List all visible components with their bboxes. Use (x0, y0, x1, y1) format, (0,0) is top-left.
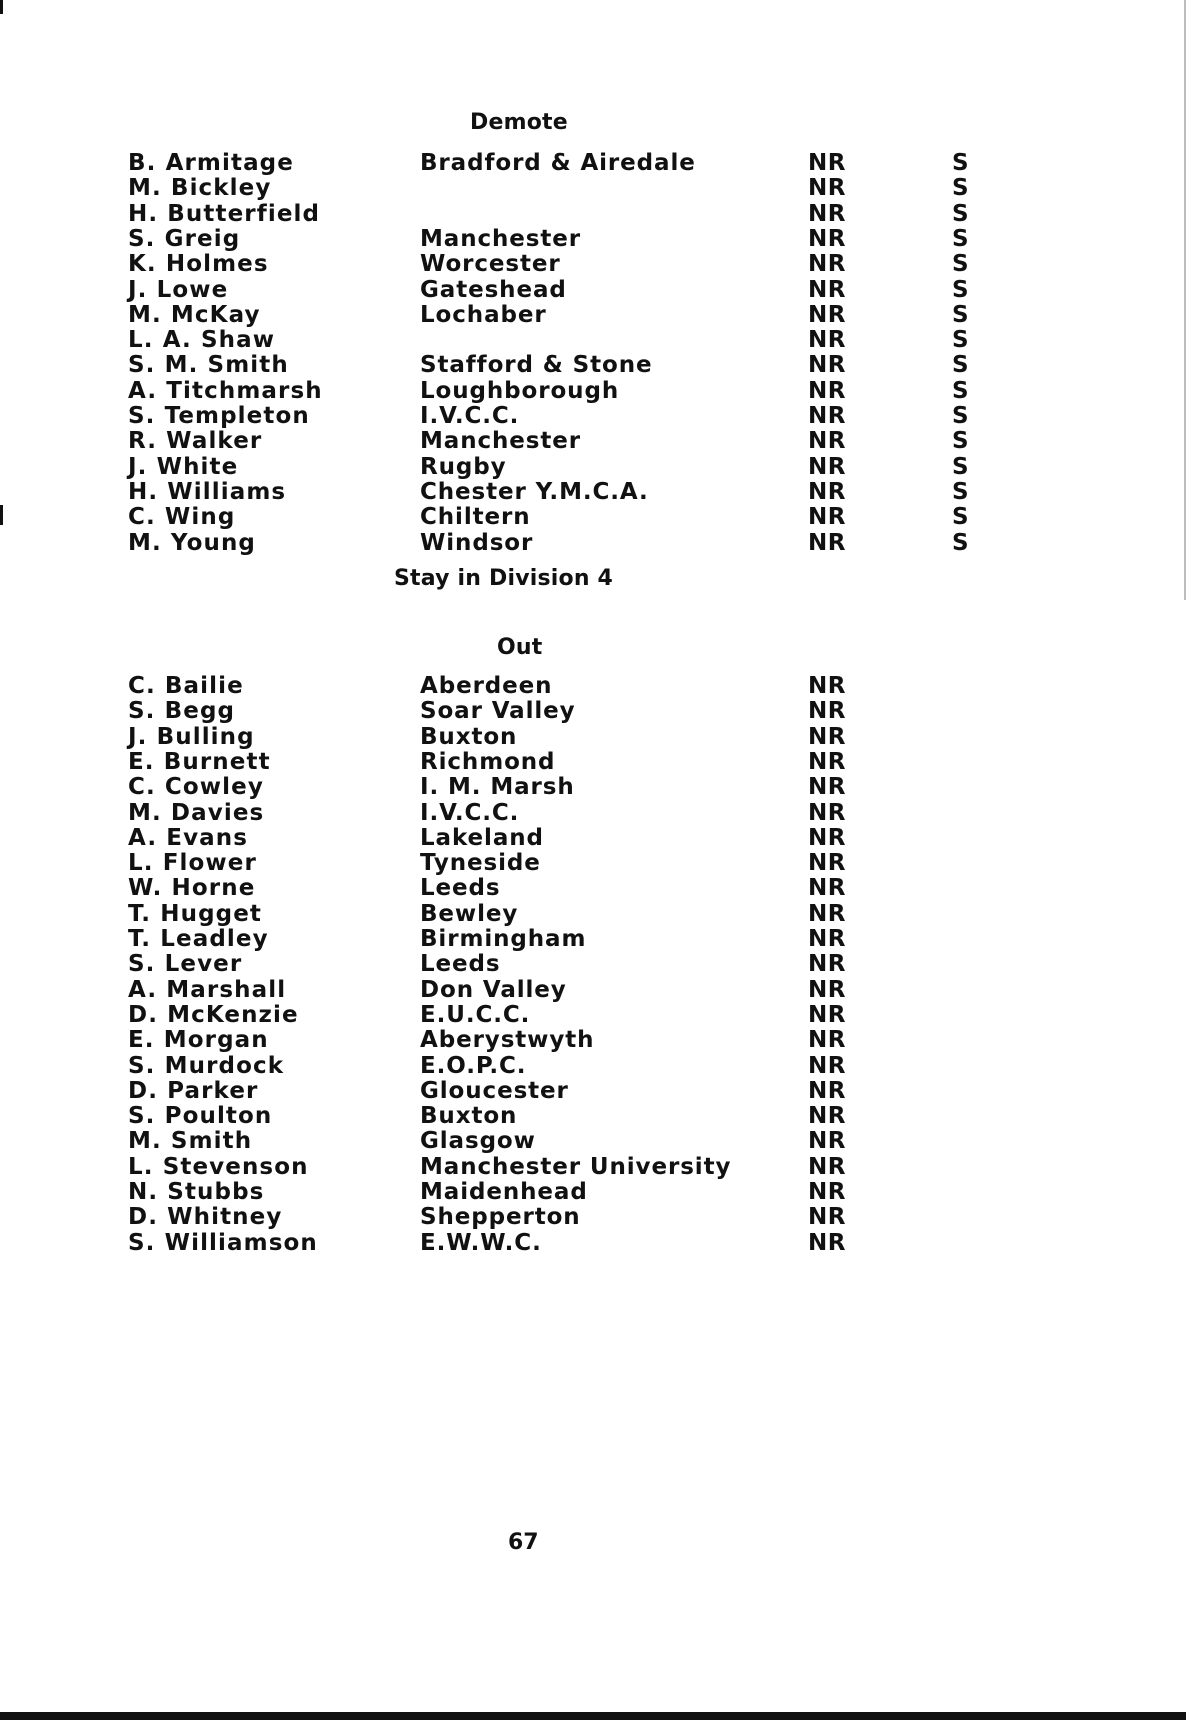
table-row (0, 480, 1186, 505)
table-row (0, 1231, 1186, 1256)
s-mark: S (952, 478, 969, 505)
nr-mark: NR (808, 150, 846, 176)
club-name: Buxton (420, 1103, 518, 1130)
nr-mark: NR (808, 900, 846, 927)
s-mark: S (952, 377, 969, 404)
nr-mark: NR (808, 251, 846, 278)
club-name: Leeds (420, 875, 501, 902)
club-name: Buxton (420, 723, 518, 750)
table-row (0, 227, 1186, 252)
player-name: J. White (128, 453, 239, 480)
player-name: L. Flower (128, 850, 257, 877)
club-name: Chiltern (420, 504, 531, 531)
nr-mark: NR (808, 377, 846, 404)
s-mark: S (952, 301, 969, 328)
table-row (0, 674, 1186, 699)
player-name: L. A. Shaw (128, 327, 276, 354)
table-row (0, 303, 1186, 328)
nr-mark: NR (808, 748, 846, 775)
table-row (0, 725, 1186, 750)
club-name: Soar Valley (420, 698, 576, 725)
player-name: M. Bickley (128, 175, 272, 202)
player-name: A. Titchmarsh (128, 377, 323, 404)
table-row (0, 699, 1186, 724)
out-heading: Out (497, 635, 543, 660)
nr-mark: NR (808, 926, 846, 952)
club-name: Loughborough (420, 377, 620, 404)
player-name: S. M. Smith (128, 352, 289, 379)
player-name: D. Parker (128, 1077, 259, 1104)
club-name: Bradford & Airedale (420, 150, 696, 176)
table-row (0, 429, 1186, 454)
club-name: Lochaber (420, 301, 547, 328)
s-mark: S (952, 352, 969, 379)
player-name: T. Hugget (128, 900, 262, 927)
club-name: Leeds (420, 951, 501, 978)
table-row (0, 1205, 1186, 1230)
nr-mark: NR (808, 175, 846, 202)
player-name: L. Stevenson (128, 1153, 309, 1180)
club-name: Aberystwyth (420, 1027, 595, 1054)
s-mark: S (952, 175, 969, 202)
table-row (0, 775, 1186, 800)
table-row (0, 455, 1186, 480)
nr-mark: NR (808, 1052, 846, 1079)
s-mark: S (952, 504, 969, 531)
player-name: W. Horne (128, 875, 256, 902)
nr-mark: NR (808, 301, 846, 328)
nr-mark: NR (808, 327, 846, 354)
nr-mark: NR (808, 352, 846, 379)
club-name: Gateshead (420, 276, 567, 303)
player-name: R. Walker (128, 428, 263, 455)
table-row (0, 902, 1186, 927)
nr-mark: NR (808, 1128, 846, 1155)
table-row (0, 1155, 1186, 1180)
table-row (0, 151, 1186, 176)
s-mark: S (952, 200, 969, 227)
player-name: S. Begg (128, 698, 236, 725)
club-name: Windsor (420, 529, 534, 556)
table-row (0, 952, 1186, 977)
player-name: K. Holmes (128, 251, 269, 278)
nr-mark: NR (808, 673, 846, 699)
club-name: Lakeland (420, 824, 544, 851)
nr-mark: NR (808, 824, 846, 851)
table-row (0, 801, 1186, 826)
player-name: D. Whitney (128, 1204, 283, 1231)
player-name: S. Poulton (128, 1103, 273, 1130)
nr-mark: NR (808, 200, 846, 227)
table-row (0, 379, 1186, 404)
table-row (0, 851, 1186, 876)
table-row (0, 826, 1186, 851)
table-row (0, 328, 1186, 353)
table-row (0, 1129, 1186, 1154)
club-name: Birmingham (420, 926, 587, 952)
table-row (0, 1054, 1186, 1079)
table-row (0, 404, 1186, 429)
table-row (0, 505, 1186, 530)
stay-in-division-heading: Stay in Division 4 (394, 566, 614, 591)
nr-mark: NR (808, 1103, 846, 1130)
club-name: Manchester (420, 225, 582, 252)
player-name: E. Burnett (128, 748, 271, 775)
table-row (0, 531, 1186, 556)
table-row (0, 750, 1186, 775)
player-name: S. Williamson (128, 1229, 318, 1256)
club-name: I.V.C.C. (420, 403, 520, 429)
table-row (0, 202, 1186, 227)
s-mark: S (952, 276, 969, 303)
player-name: T. Leadley (128, 926, 269, 952)
club-name: Rugby (420, 453, 507, 480)
nr-mark: NR (808, 774, 846, 801)
nr-mark: NR (808, 698, 846, 725)
nr-mark: NR (808, 951, 846, 978)
nr-mark: NR (808, 1179, 846, 1205)
nr-mark: NR (808, 504, 846, 531)
player-name: M. Young (128, 529, 256, 556)
club-name: Stafford & Stone (420, 352, 653, 379)
table-row (0, 1104, 1186, 1129)
table-row (0, 1028, 1186, 1053)
club-name: Shepperton (420, 1204, 581, 1231)
club-name: Richmond (420, 748, 556, 775)
club-name: Manchester University (420, 1153, 732, 1180)
club-name: I.V.C.C. (420, 799, 520, 826)
club-name: Maidenhead (420, 1179, 588, 1205)
club-name: Tyneside (420, 850, 541, 877)
table-row (0, 278, 1186, 303)
player-name: D. McKenzie (128, 1001, 299, 1028)
player-name: C. Bailie (128, 673, 244, 699)
player-name: B. Armitage (128, 150, 294, 176)
club-name: Glasgow (420, 1128, 536, 1155)
player-name: S. Greig (128, 225, 241, 252)
scan-bottom-border (0, 1712, 1186, 1720)
club-name: Worcester (420, 251, 561, 278)
nr-mark: NR (808, 1077, 846, 1104)
table-row (0, 176, 1186, 201)
demote-heading: Demote (470, 110, 568, 135)
player-name: C. Cowley (128, 774, 264, 801)
page-number: 67 (508, 1530, 539, 1555)
player-name: M. McKay (128, 301, 261, 328)
s-mark: S (952, 453, 969, 480)
player-name: J. Lowe (128, 276, 229, 303)
s-mark: S (952, 428, 969, 455)
nr-mark: NR (808, 723, 846, 750)
club-name: Don Valley (420, 976, 567, 1003)
player-name: S. Lever (128, 951, 243, 978)
player-name: J. Bulling (128, 723, 255, 750)
table-row (0, 1003, 1186, 1028)
club-name: Manchester (420, 428, 582, 455)
club-name: Aberdeen (420, 673, 553, 699)
scan-edge-mark (0, 0, 3, 14)
nr-mark: NR (808, 478, 846, 505)
club-name: I. M. Marsh (420, 774, 575, 801)
table-row (0, 1079, 1186, 1104)
club-name: E.O.P.C. (420, 1052, 527, 1079)
player-name: S. Murdock (128, 1052, 285, 1079)
club-name: Bewley (420, 900, 519, 927)
s-mark: S (952, 150, 969, 176)
player-name: M. Davies (128, 799, 265, 826)
nr-mark: NR (808, 850, 846, 877)
s-mark: S (952, 403, 969, 429)
nr-mark: NR (808, 976, 846, 1003)
player-name: M. Smith (128, 1128, 253, 1155)
nr-mark: NR (808, 529, 846, 556)
table-row (0, 927, 1186, 952)
table-row (0, 978, 1186, 1003)
player-name: E. Morgan (128, 1027, 269, 1054)
player-name: H. Butterfield (128, 200, 321, 227)
table-row (0, 876, 1186, 901)
player-name: A. Evans (128, 824, 249, 851)
nr-mark: NR (808, 428, 846, 455)
table-row (0, 1180, 1186, 1205)
nr-mark: NR (808, 1229, 846, 1256)
nr-mark: NR (808, 1204, 846, 1231)
s-mark: S (952, 225, 969, 252)
nr-mark: NR (808, 1153, 846, 1180)
nr-mark: NR (808, 799, 846, 826)
s-mark: S (952, 529, 969, 556)
club-name: E.W.W.C. (420, 1229, 542, 1256)
club-name: Chester Y.M.C.A. (420, 478, 649, 505)
table-row (0, 252, 1186, 277)
s-mark: S (952, 251, 969, 278)
club-name: E.U.C.C. (420, 1001, 531, 1028)
nr-mark: NR (808, 1027, 846, 1054)
player-name: C. Wing (128, 504, 236, 531)
s-mark: S (952, 327, 969, 354)
club-name: Gloucester (420, 1077, 569, 1104)
nr-mark: NR (808, 225, 846, 252)
nr-mark: NR (808, 1001, 846, 1028)
player-name: H. Williams (128, 478, 287, 505)
nr-mark: NR (808, 403, 846, 429)
player-name: A. Marshall (128, 976, 287, 1003)
nr-mark: NR (808, 875, 846, 902)
nr-mark: NR (808, 276, 846, 303)
table-row (0, 353, 1186, 378)
player-name: S. Templeton (128, 403, 310, 429)
player-name: N. Stubbs (128, 1179, 265, 1205)
nr-mark: NR (808, 453, 846, 480)
